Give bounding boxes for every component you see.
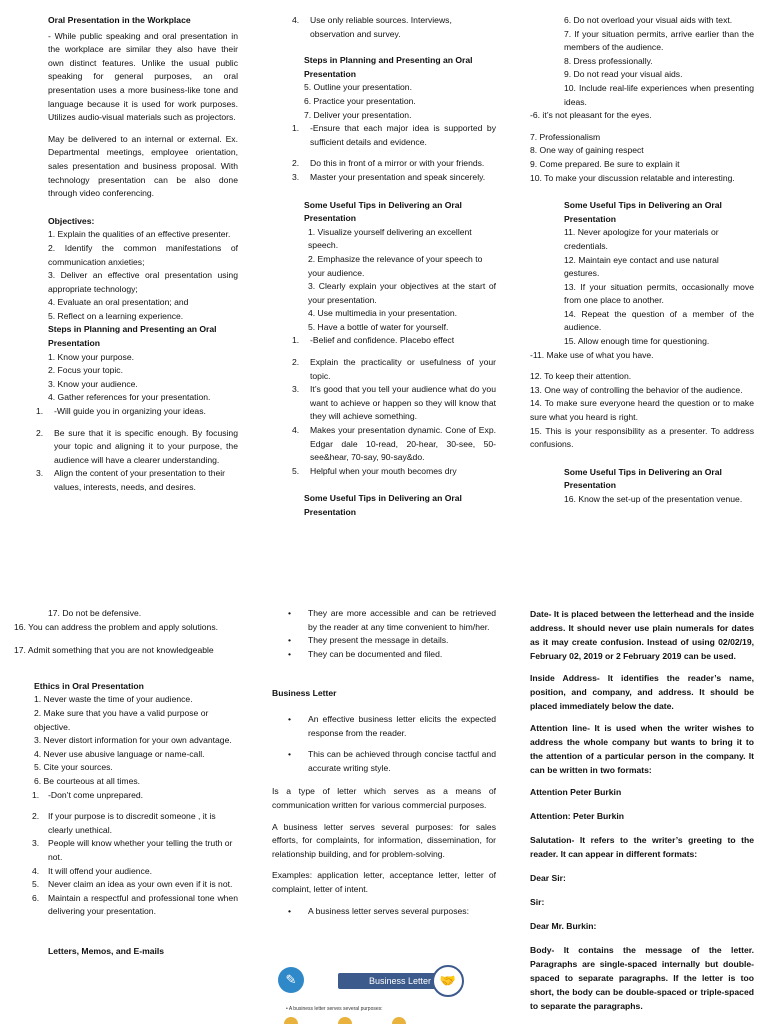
list-item: 9. Come prepared. Be sure to explain it [530,158,680,169]
list-item: 10. Include real-life experiences when presenting ideas. [564,82,754,107]
objectives-list [48,228,238,323]
paragraph: Examples: application letter, acceptance letter, letter of complaint, letter of intent. [272,870,496,894]
numbered-item: 4. Use only reliable sources. Interviews, observation and survey. [292,15,452,39]
steps-list [48,351,238,405]
list-item: 2. Emphasize the relevance of your speech to your audience. [308,253,483,278]
paragraph: A business letter serves several purposes: for sales efforts, for complaints, for information, dissemination, for relationship building, and for problem-solving. [272,821,496,859]
salutation-format: Sir: [530,897,545,907]
list-item: 13. If your situation permits, occasionally move from one place to another. [564,281,754,306]
image-caption: • A business letter serves several purposes: [286,1006,383,1012]
notes-list [530,370,754,452]
column-2 [290,14,496,520]
note: 16. You can address the problem and apply solutions. [14,621,219,632]
tips-list [290,226,496,335]
row2-column-1 [14,607,238,958]
paragraph: Body- It contains the message of the letter. Paragraphs are single-spaced internally but double-spaced to separate paragraphs. If the letter is too short, the body can be double-spaced or triple-spaced to separate the paragraphs. [530,945,754,1011]
bullet-item: • This can be achieved through concise tactful and accurate writing style. [288,749,496,773]
list-item: 14. To make sure everyone heard the question or to make sure what you heard is right. [530,398,754,423]
numbered-item: 3. It’s good that you tell your audience what do you want to achieve or happen so they will know that they will achieve something. [292,384,496,422]
list-item: 1. Never waste the time of your audience. [34,694,193,705]
ethics-list [14,693,238,788]
list-item: 14. Repeat the question of a member of the audience. [564,308,754,333]
note: -11. Make use of what you have. [530,349,654,360]
list-item: 17. Do not be defensive. [48,608,142,618]
list-item: 12. To keep their attention. [530,371,632,382]
tips-title: Some Useful Tips in Delivering an Oral Presentation [564,466,722,491]
column-1 [36,14,238,495]
numbered-item: 3. Align the content of your presentation to their values, interests, needs, and desires. [36,468,226,492]
list-item: 2. Make sure that you have a valid purpose or objective. [34,707,209,732]
list-item: 5. Reflect on a learning experience. [48,310,184,321]
paragraph: Attention line- It is used when the writer wishes to address the whole company but wants to bring it to the attention of a particular person in the company. It can be written in two formats: [530,723,754,775]
numbered-item: 1. -Don’t come unprepared. [32,789,144,800]
list-item: 7. If your situation permits, arrive earlier than the members of the audience. [564,28,754,53]
column-3 [530,14,754,507]
tips-list [530,226,754,348]
bullet-item: • They present the message in details. [288,635,449,646]
paragraph: Is a type of letter which serves as a means of communication written for various commercial purposes. [272,786,496,810]
list-item: 4. Use multimedia in your presentation. [308,308,458,319]
numbered-item: 2. Do this in front of a mirror or with your friends. [292,158,485,169]
numbered-item: 3. Master your presentation and speak sincerely. [292,171,486,182]
list-item: 3. Clearly explain your objectives at the start of your presentation. [308,281,496,305]
list-item: 13. One way of controlling the behavior of the audience. [530,384,743,395]
numbered-item: 1. -Will guide you in organizing your ideas. [36,406,206,417]
numbered-item: 2. If your purpose is to discredit someone , it is clearly unethical. [32,811,216,835]
steps-title: Steps in Planning and Presenting an Oral Presentation [304,55,473,79]
bullet-item: • An effective business letter elicits the expected response from the reader. [288,713,496,738]
list-item: 3. Know your audience. [48,378,138,389]
list-item: 6. Be courteous at all times. [34,775,141,786]
numbered-item: 4. Makes your presentation dynamic. Cone of Exp. Edgar dale 10-read, 20-hear, 30-see, 50-see&hear, 70-say, 90-say&do. [292,425,496,463]
numbered-item: 5. Never claim an idea as your own even if it is not. [32,879,233,890]
image-icons-row [284,1017,484,1024]
list-item: 11. Never apologize for your materials or credentials. [564,227,719,251]
list-item: 5. Have a bottle of water for yourself. [308,321,449,332]
pen-paper-icon: ✎ [278,967,304,993]
list-item: 2. Identify the common manifestations of communication anxieties; [48,242,238,267]
list-item: 8. One way of gaining respect [530,145,644,156]
list-item: 15. Allow enough time for questioning. [564,336,710,347]
section-title: Oral Presentation in the Workplace [48,15,191,25]
numbered-item: 6. Maintain a respectful and professional tone when delivering your presentation. [32,892,238,917]
salutation-format: Dear Mr. Burkin: [530,921,597,931]
letters-title: Letters, Memos, and E-mails [48,945,165,956]
note: 17. Admit something that you are not knowledgeable [14,645,214,656]
bullet-item: • They can be documented and filed. [288,648,443,659]
numbered-item: 1. -Ensure that each major idea is supported by sufficient details and evidence. [292,123,496,147]
list-item: 4. Never use abusive language or name-call. [34,748,205,759]
list-item: 6. Do not overload your visual aids with text. [564,15,733,25]
attention-format: Attention: Peter Burkin [530,811,625,821]
tips-title: Some Useful Tips in Delivering an Oral Presentation [304,493,462,517]
note: -6. it’s not pleasant for the eyes. [530,110,652,121]
ethics-title: Ethics in Oral Presentation [34,680,144,691]
salutation-format: Dear Sir: [530,873,566,883]
paragraph: Inside Address- It identifies the reader’s name, position, and company, and address. It should be placed immediately below the date. [530,673,754,711]
numbered-item: 1. -Belief and confidence. Placebo effect [292,335,455,346]
numbered-item: 2. Explain the practicality or usefulness of your topic. [292,357,496,381]
list-item: 8. Dress professionally. [564,55,653,66]
numbered-item: 3. People will know whether your telling the truth or not. [32,838,233,862]
list-item: 1. Explain the qualities of an effective presenter. [48,229,231,240]
paragraph: Salutation- It refers to the writer’s greeting to the reader. It can appear in different formats: [530,835,754,859]
list-item: 7. Deliver your presentation. [304,109,412,120]
list-item: 5. Cite your sources. [34,762,113,773]
handshake-icon: 🤝 [432,965,464,997]
business-letter-image [276,963,486,1024]
list-item: 15. This is your responsibility as a presenter. To address confusions. [530,425,754,450]
list-item: 1. Know your purpose. [48,351,134,362]
list-item: 10. To make your discussion relatable and interesting. [530,172,735,183]
bullet-item: • They are more accessible and can be retrieved by the reader at any time convenient to him/her. [288,608,496,632]
list-item: 6. Practice your presentation. [304,95,416,106]
list-item: 9. Do not read your visual aids. [564,69,683,80]
steps-list [290,81,496,122]
tips-list [530,14,754,109]
list-item: 5. Outline your presentation. [304,82,412,93]
notes-list [530,131,754,185]
numbered-item: 5. Helpful when your mouth becomes dry [292,465,457,476]
paragraph: - While public speaking and oral presentation in the workplace are similar they also have their own distinct features. Unlike the usual public speaking for general purposes, an oral presentation uses a more business-like tone and language because it is used for work purposes. Utilizes audio-visual materials such as projectors. [48,30,238,123]
steps-title: Steps in Planning and Presenting an Oral Presentation [48,324,217,349]
list-item: 7. Professionalism [530,131,601,142]
tips-title: Some Useful Tips in Delivering an Oral Presentation [564,200,722,224]
list-item: 4. Gather references for your presentation. [48,392,211,403]
numbered-item: 4. It will offend your audience. [32,865,152,876]
paragraph: May be delivered to an internal or external. Ex. Departmental meetings, employee orientation, sales presentation and business proposal. With technology presentation can be also done through video conferencing. [48,133,238,199]
row2-column-3 [530,607,754,1021]
image-banner: Business Letter [338,973,462,989]
objectives-title: Objectives: [48,215,95,226]
attention-format: Attention Peter Burkin [530,787,622,797]
list-item: 1. Visualize yourself delivering an excellent speech. [308,226,472,251]
list-item: 16. Know the set-up of the presentation venue. [564,494,743,504]
list-item: 4. Evaluate an oral presentation; and [48,297,189,308]
list-item: 3. Deliver an effective oral presentation using appropriate technology; [48,270,238,294]
paragraph: Date- It is placed between the letterhead and the inside address. It should never use plain numerals for dates as it may create confusion. Instead of using 02/02/19, February 02, 2019 or 2 February 2019 can be used. [530,609,754,661]
business-letter-title: Business Letter [272,688,337,699]
numbered-item: 2. Be sure that it is specific enough. By focusing your topic and aligning it to your purpose, the audience will have a clearer understanding. [36,427,238,465]
tips-title: Some Useful Tips in Delivering an Oral Presentation [304,199,462,224]
bullet-item: • A business letter serves several purposes: [288,905,469,916]
list-item: 12. Maintain eye contact and use natural gestures. [564,254,719,279]
list-item: 3. Never distort information for your own advantage. [34,735,232,746]
list-item: 2. Focus your topic. [48,365,123,376]
row2-column-2 [272,607,496,918]
